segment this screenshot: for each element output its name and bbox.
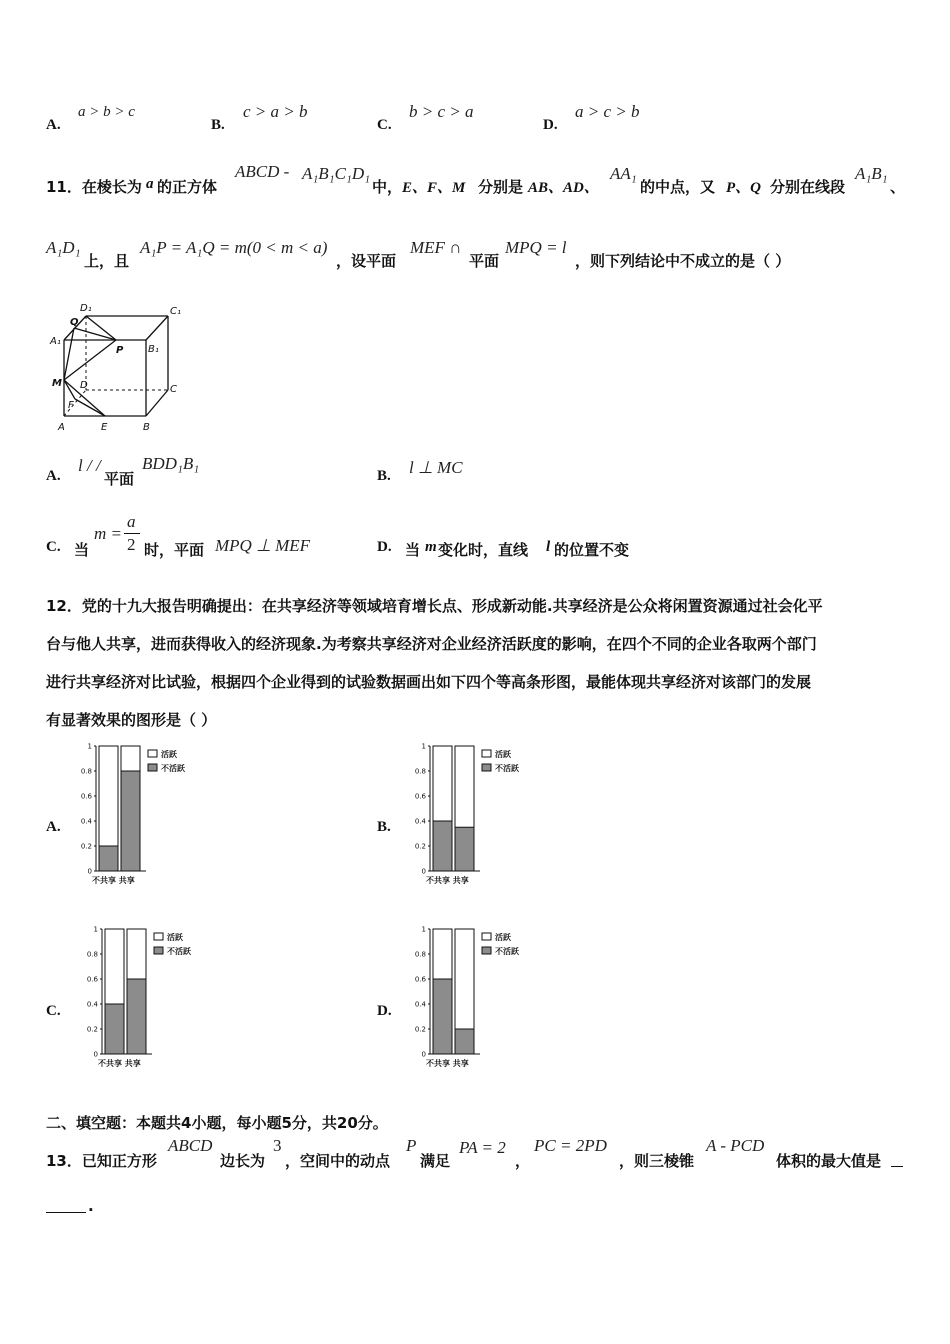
x-category-labels: 不共享 共享	[426, 1059, 469, 1068]
legend-label: 活跃	[167, 933, 183, 942]
q11-option-d-text: 当	[405, 541, 421, 559]
x-category-labels: 不共享 共享	[98, 1059, 141, 1068]
answer-blank[interactable]	[46, 1212, 86, 1213]
q10-option-d-label: D.	[543, 117, 558, 133]
legend-swatch	[154, 947, 163, 954]
q10-option-b-label: B.	[211, 117, 225, 133]
q13-text: 边长为	[220, 1152, 266, 1170]
q13-math-pc: PC = 2PD	[534, 1136, 607, 1155]
y-tick-label: 0.6	[414, 792, 426, 801]
legend-label: 不活跃	[495, 947, 519, 956]
bar-segment-inactive	[121, 771, 140, 871]
legend-swatch	[154, 933, 163, 940]
bar-segment-inactive	[455, 1029, 474, 1054]
q12-line: 有显著效果的图形是（ ）	[46, 711, 217, 729]
q11-math-a1b1c1d1: A₁B₁C₁D₁	[302, 164, 371, 183]
cube-label: D	[80, 380, 88, 391]
cube-label: D₁	[80, 303, 92, 314]
section-heading: 二、填空题：本题共4小题，每小题5分，共20分。	[46, 1114, 388, 1132]
q13-math-p: P	[406, 1136, 417, 1155]
y-tick-label: 0.8	[86, 950, 98, 959]
q13-math-abcd: ABCD	[168, 1136, 213, 1155]
q11-option-a-label: A.	[46, 468, 61, 484]
q11-points-pq: P、Q	[726, 180, 761, 196]
bar-segment-inactive	[127, 979, 146, 1054]
y-tick-label: 1	[421, 925, 426, 934]
cube-label: B₁	[148, 344, 159, 355]
q11-text: 中，	[372, 178, 403, 196]
y-tick-label: 0.6	[86, 975, 98, 984]
bar-segment-inactive	[433, 821, 452, 871]
q13-text: ，空间中的动点	[285, 1152, 391, 1170]
q10-option-d-expr: a > c > b	[575, 102, 640, 121]
q10-option-c-expr: b > c > a	[409, 102, 474, 121]
y-tick-label: 0.2	[414, 842, 426, 851]
q11-option-d-text: 的位置不变	[554, 541, 630, 559]
q11-segments: AB、AD、	[528, 180, 599, 196]
legend-swatch	[482, 947, 491, 954]
x-category-labels: 不共享 共享	[426, 876, 469, 885]
legend-label: 活跃	[161, 750, 177, 759]
q13-text: 体积的最大值是	[776, 1152, 882, 1170]
q11-text: 分别在线段	[770, 178, 846, 196]
q11-math-a1b1: A₁B₁	[855, 164, 888, 183]
y-tick-label: 1	[87, 742, 92, 751]
q11-math-a1d1: A₁D₁	[46, 238, 81, 257]
q11-option-d-text: 变化时，直线	[438, 541, 529, 559]
stacked-bar-chart-d	[414, 921, 544, 1073]
q13-text: ，	[515, 1152, 531, 1170]
q11-text: 的中点，又	[640, 178, 716, 196]
q11-math-mef: MEF ∩	[410, 238, 462, 257]
stacked-bar-chart-a	[80, 738, 210, 890]
q11-option-c-text: 时，平面	[144, 541, 205, 559]
y-tick-label: 0.6	[414, 975, 426, 984]
q11-option-c-numerator: a	[127, 512, 136, 531]
q11-option-d-label: D.	[377, 539, 392, 555]
q10-option-b-expr: c > a > b	[243, 102, 308, 121]
q11-option-d-var-m: m	[425, 539, 437, 555]
legend-label: 活跃	[495, 933, 511, 942]
bar-segment-inactive	[105, 1004, 124, 1054]
q13-text: ，则三棱锥	[619, 1152, 695, 1170]
y-tick-label: 0	[421, 1050, 426, 1059]
cube-label: A₁	[50, 336, 61, 347]
q11-text: 11．在棱长为	[46, 178, 142, 196]
cube-label: F	[68, 400, 74, 411]
q11-option-a-text: 平面	[104, 470, 135, 488]
cube-label: Q	[70, 317, 79, 328]
legend-label: 不活跃	[161, 764, 185, 773]
y-tick-label: 0.4	[80, 817, 92, 826]
y-tick-label: 0.2	[414, 1025, 426, 1034]
q11-text: ，则下列结论中不成立的是（ ）	[575, 252, 791, 270]
q10-option-a-expr: a > b > c	[78, 104, 135, 120]
q11-text: 、	[890, 178, 906, 196]
cube-label: C₁	[170, 306, 181, 317]
q11-math-abcd: ABCD -	[235, 162, 290, 181]
legend-label: 活跃	[495, 750, 511, 759]
q11-text: 分别是	[478, 178, 524, 196]
q12-option-c-label: C.	[46, 1003, 61, 1019]
answer-blank[interactable]	[891, 1166, 903, 1167]
q13-math-pa: PA = 2	[459, 1138, 506, 1157]
q12-option-a-label: A.	[46, 819, 61, 835]
stacked-bar-chart-b	[414, 738, 544, 890]
y-tick-label: 0.4	[414, 817, 426, 826]
y-tick-label: 0.8	[414, 767, 426, 776]
q11-option-c-denominator: 2	[127, 535, 136, 554]
cube-figure	[46, 298, 196, 438]
q11-text: 上，且	[84, 252, 130, 270]
q10-option-a-label: A.	[46, 117, 61, 133]
legend-swatch	[482, 933, 491, 940]
stacked-bar-chart-c	[86, 921, 216, 1073]
q11-option-c-math: m =	[94, 524, 122, 543]
y-tick-label: 0.4	[86, 1000, 98, 1009]
y-tick-label: 0.4	[414, 1000, 426, 1009]
legend-swatch	[482, 750, 491, 757]
q12-line: 台与他人共享，进而获得收入的经济现象.为考察共享经济对企业经济活跃度的影响，在四个不同的企业各取两个部门	[46, 635, 817, 653]
q11-option-a-plane: BDD₁B₁	[142, 454, 200, 473]
q11-option-a-math: l / /	[78, 456, 101, 475]
legend-swatch	[482, 764, 491, 771]
q11-points-efm: E、F、M	[402, 180, 466, 196]
cube-label: M	[52, 378, 62, 389]
q13-text: 13．已知正方形	[46, 1152, 157, 1170]
legend-swatch	[148, 764, 157, 771]
fraction-bar	[124, 533, 140, 534]
y-tick-label: 0	[93, 1050, 98, 1059]
q11-option-c-text: 当	[74, 541, 90, 559]
q11-var-a: a	[146, 176, 154, 192]
legend-label: 不活跃	[495, 764, 519, 773]
y-tick-label: 0	[421, 867, 426, 876]
q12-line: 12．党的十九大报告明确提出：在共享经济等领域培育增长点、形成新动能.共享经济是公众将闲置资源通过社会化平	[46, 597, 823, 615]
legend-label: 不活跃	[167, 947, 191, 956]
q11-option-b-math: l ⊥ MC	[409, 458, 463, 477]
q11-math-aa1: AA₁	[610, 164, 637, 183]
q12-line: 进行共享经济对比试验，根据四个企业得到的试验数据画出如下四个等高条形图，最能体现共享经济对该部门的发展	[46, 673, 812, 691]
y-tick-label: 1	[93, 925, 98, 934]
q13-math-side: 3	[273, 1136, 282, 1155]
q11-math-condition: A₁P = A₁Q = m(0 < m < a)	[140, 238, 328, 257]
cube-label: P	[116, 345, 124, 356]
x-category-labels: 不共享 共享	[92, 876, 135, 885]
y-tick-label: 0.8	[80, 767, 92, 776]
q11-option-c-relation: MPQ ⊥ MEF	[215, 536, 311, 555]
y-tick-label: 0.8	[414, 950, 426, 959]
q11-option-b-label: B.	[377, 468, 391, 484]
q11-math-mpq: MPQ = l	[505, 238, 567, 257]
bar-segment-inactive	[455, 827, 474, 871]
q11-text: 平面	[469, 252, 500, 270]
bar-segment-inactive	[433, 979, 452, 1054]
q12-option-d-label: D.	[377, 1003, 392, 1019]
q11-text: 的正方体	[157, 178, 218, 196]
y-tick-label: 0.2	[86, 1025, 98, 1034]
cube-label: C	[170, 384, 177, 395]
q10-option-c-label: C.	[377, 117, 392, 133]
y-tick-label: 0	[87, 867, 92, 876]
y-tick-label: 0.2	[80, 842, 92, 851]
q11-option-c-label: C.	[46, 539, 61, 555]
bar-segment-inactive	[99, 846, 118, 871]
legend-swatch	[148, 750, 157, 757]
q11-text: ，设平面	[336, 252, 397, 270]
q13-math-pyramid: A - PCD	[706, 1136, 765, 1155]
q12-option-b-label: B.	[377, 819, 391, 835]
q13-text: 满足	[420, 1152, 451, 1170]
y-tick-label: 1	[421, 742, 426, 751]
q11-option-d-var-l: l	[546, 539, 551, 555]
cube-label: E	[101, 422, 108, 433]
cube-label: B	[143, 422, 150, 433]
cube-label: A	[58, 422, 65, 433]
y-tick-label: 0.6	[80, 792, 92, 801]
q13-end: .	[88, 1197, 94, 1215]
